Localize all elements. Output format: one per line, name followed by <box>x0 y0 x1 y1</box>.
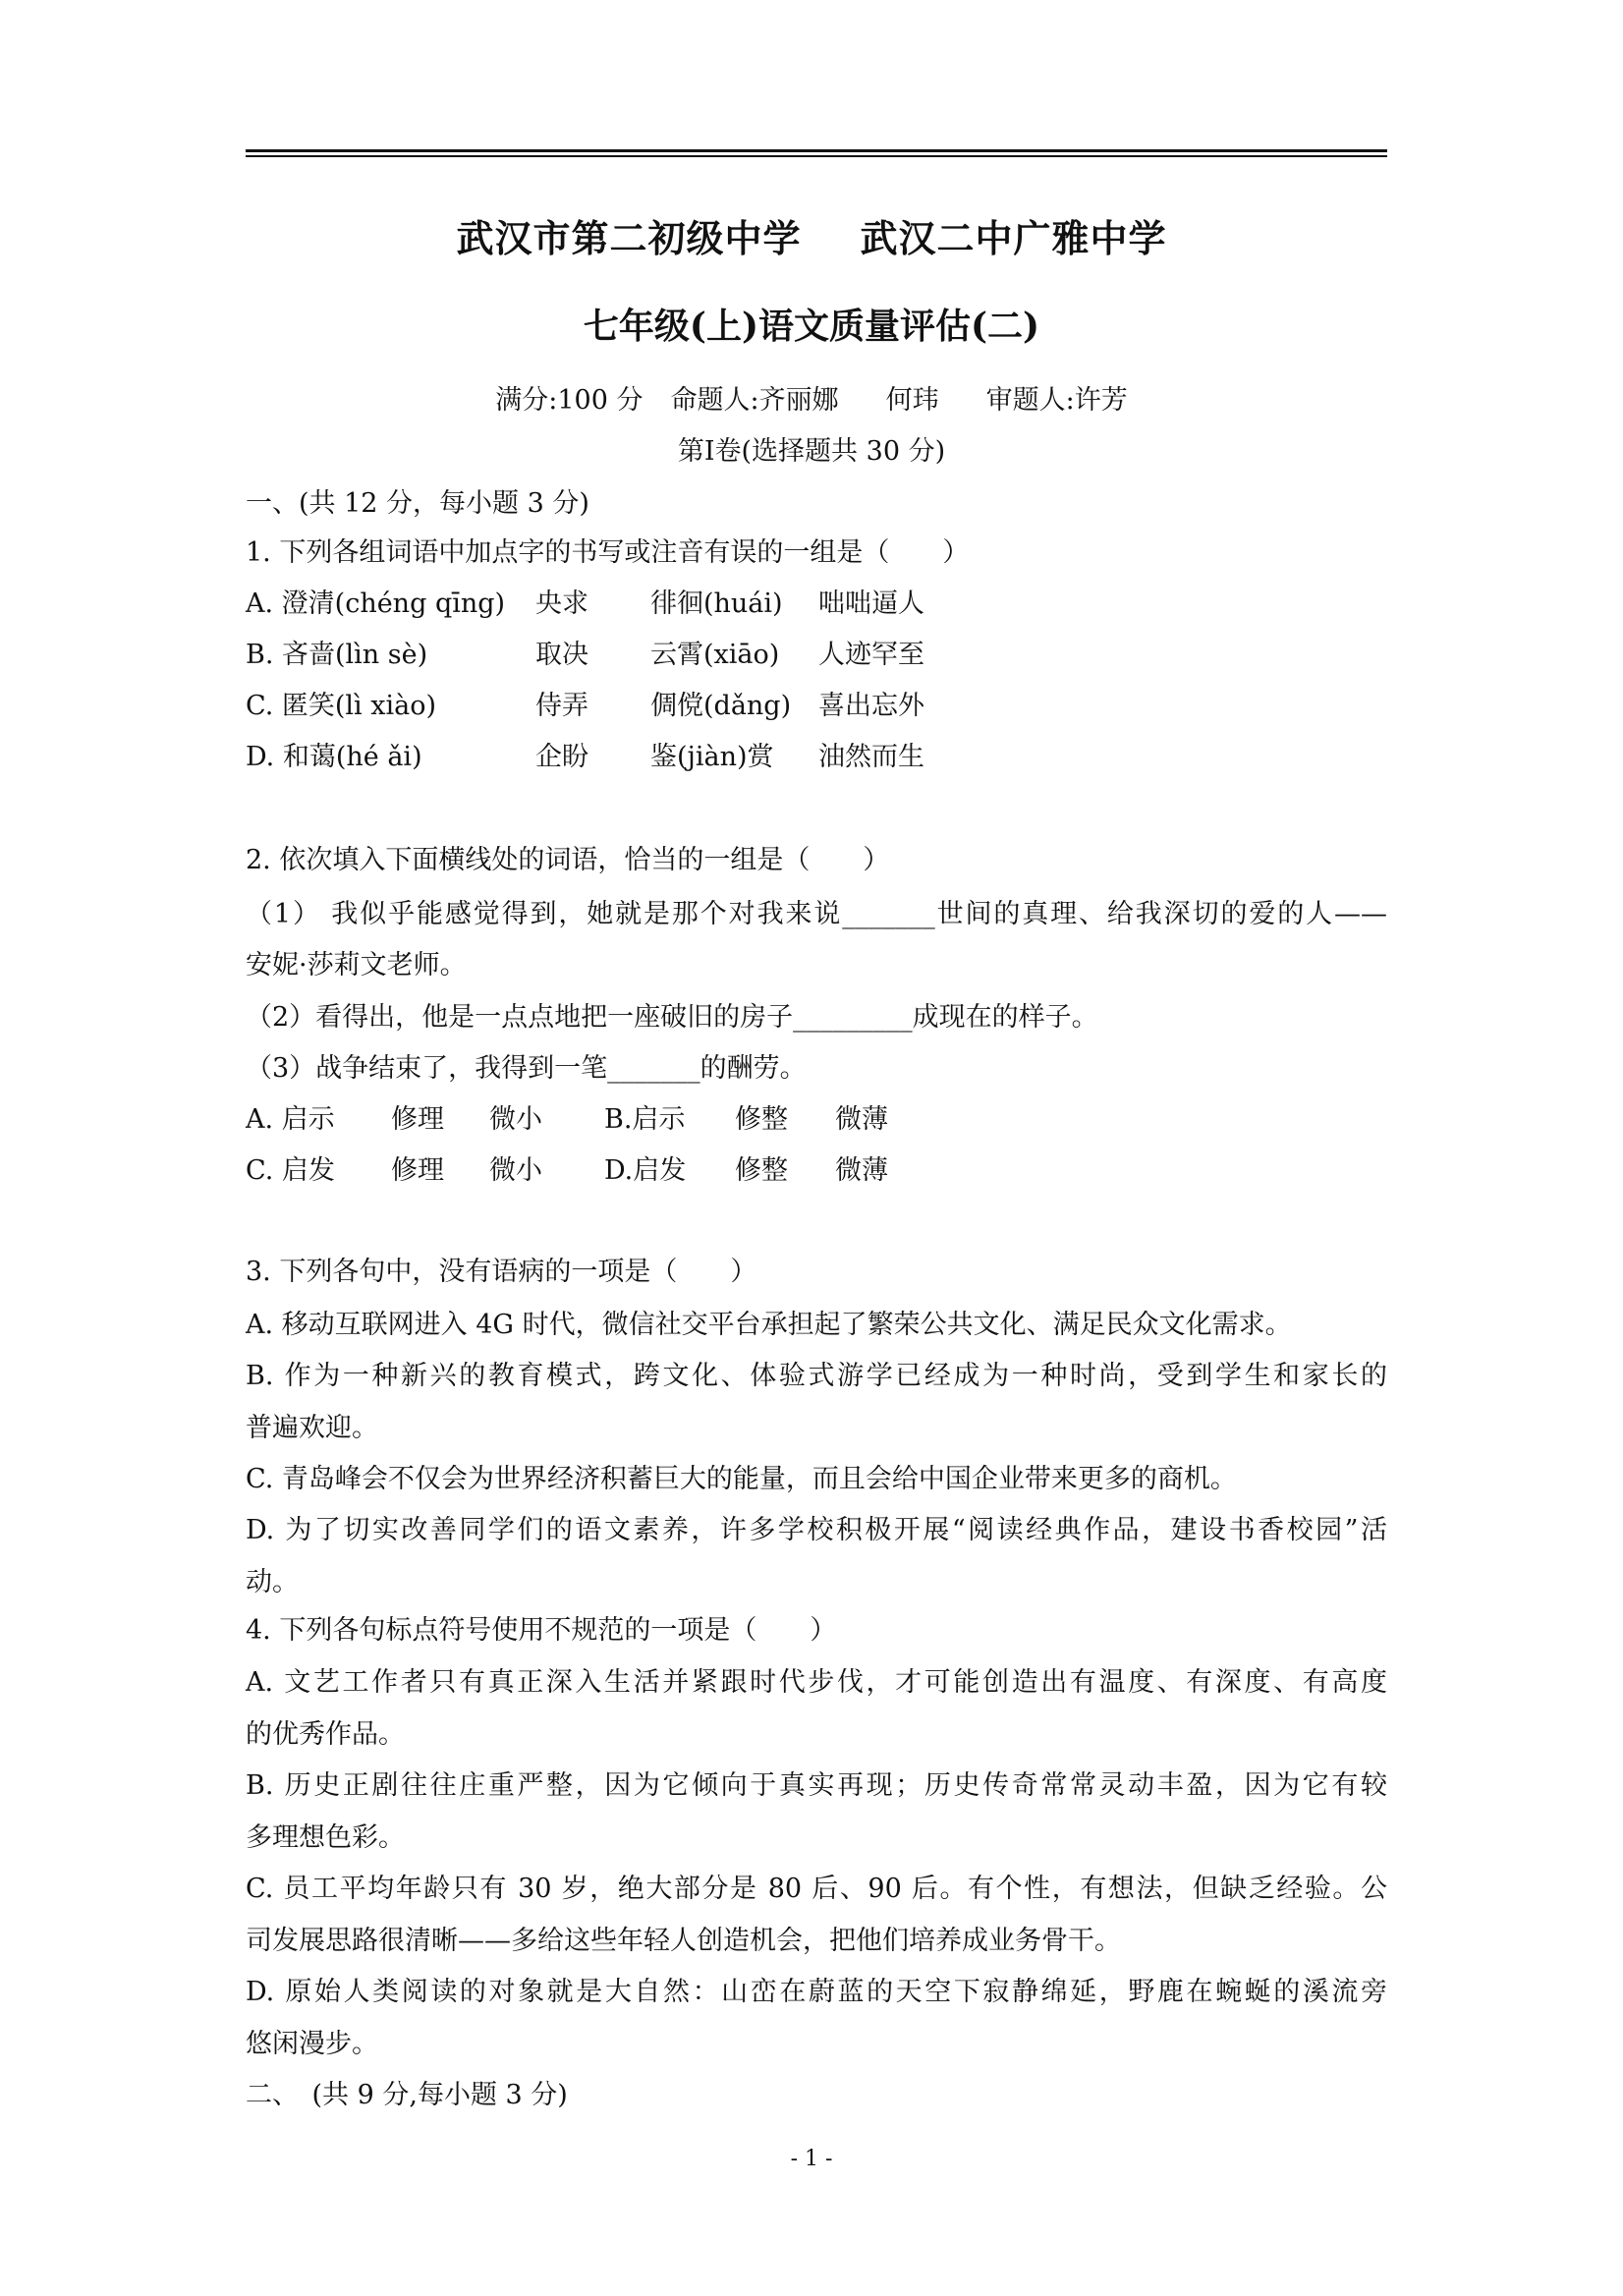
q4-stem: 4. 下列各句标点符号使用不规范的一项是（ ） <box>246 1615 837 1646</box>
q3-option-a: A. 移动互联网进入 4G 时代，微信社交平台承担起了繁荣公共文化、满足民众文化需求。 <box>246 1310 1292 1340</box>
q1-option-cell: C. 匿笑(lì xiào) <box>246 691 436 721</box>
q2-sentence-1: （1） 我似乎能感觉得到，她就是那个对我来说_______世间的真理、给我深切的爱的人—— <box>246 899 1387 929</box>
q2-sentence-3: （3）战争结束了，我得到一笔_______的酬劳。 <box>246 1053 807 1084</box>
q1-option-cell: D. 和蔼(hé ǎi) <box>246 742 422 772</box>
q1-option-cell: 咄咄逼人 <box>818 588 924 619</box>
q3-option-d-cont: 动。 <box>246 1567 299 1597</box>
q2-option-cell: 微小 <box>489 1155 542 1186</box>
section1-heading: 一、(共 12 分，每小题 3 分) <box>246 488 589 519</box>
q2-option-cell: 修整 <box>735 1155 788 1186</box>
q1-option-cell: 人迹罕至 <box>818 640 924 670</box>
exam-title: 七年级(上)语文质量评估(二) <box>583 306 1040 347</box>
q4-option-c: C. 员工平均年龄只有 30 岁，绝大部分是 80 后、90 后。有个性，有想法，但缺乏经验。公 <box>246 1874 1387 1904</box>
reviewer: 审题人:许芳 <box>985 385 1128 416</box>
q4-option-c-cont: 司发展思路很清晰——多给这些年轻人创造机会，把他们培养成业务骨干。 <box>246 1926 1121 1956</box>
q4-option-b-cont: 多理想色彩。 <box>246 1822 405 1853</box>
q1-option-cell: 油然而生 <box>818 742 924 772</box>
full-score: 满分:100 分 <box>495 385 644 416</box>
q1-option-cell: 侍弄 <box>535 691 588 721</box>
q3-option-d: D. 为了切实改善同学们的语文素养，许多学校积极开展“阅读经典作品，建设书香校园”活 <box>246 1515 1387 1545</box>
q4-option-a: A. 文艺工作者只有真正深入生活并紧跟时代步伐，才可能创造出有温度、有深度、有高度 <box>246 1667 1387 1698</box>
q2-option-cell: 微小 <box>489 1104 542 1135</box>
exam-meta <box>0 378 1623 417</box>
q1-option-cell: 企盼 <box>535 742 588 772</box>
page-number: - 1 - <box>790 2147 833 2171</box>
q3-option-b-cont: 普遍欢迎。 <box>246 1413 378 1443</box>
q2-option-cell: 微薄 <box>835 1104 888 1135</box>
q3-stem: 3. 下列各句中，没有语病的一项是（ ） <box>246 1257 757 1287</box>
header-rule-thin <box>246 155 1387 157</box>
q1-option-cell: 徘徊(huái) <box>650 588 783 619</box>
q4-option-d: D. 原始人类阅读的对象就是大自然：山峦在蔚蓝的天空下寂静绵延，野鹿在蜿蜒的溪流旁 <box>246 1977 1387 2007</box>
q2-stem: 2. 依次填入下面横线处的词语，恰当的一组是（ ） <box>246 845 890 875</box>
q2-sentence-1-cont: 安妮·莎莉文老师。 <box>246 950 467 980</box>
q4-option-d-cont: 悠闲漫步。 <box>246 2029 378 2059</box>
q1-option-cell: 云霄(xiāo) <box>650 640 780 670</box>
q4-option-b: B. 历史正剧往往庄重严整，因为它倾向于真实再现；历史传奇常常灵动丰盈，因为它有较 <box>246 1770 1387 1801</box>
q2-option-cell: 微薄 <box>835 1155 888 1186</box>
q3-option-b: B. 作为一种新兴的教育模式，跨文化、体验式游学已经成为一种时尚，受到学生和家长的 <box>246 1361 1387 1391</box>
q1-option-cell: A. 澄清(chéng qīng) <box>246 588 506 619</box>
q2-option-cell: 修理 <box>391 1104 444 1135</box>
q2-option-cell: 修理 <box>391 1155 444 1186</box>
q1-option-cell: 倜傥(dǎng) <box>650 691 792 721</box>
author: 命题人:齐丽娜 <box>670 385 839 416</box>
q3-option-c: C. 青岛峰会不仅会为世界经济积蓄巨大的能量，而且会给中国企业带来更多的商机。 <box>246 1464 1237 1494</box>
q4-option-a-cont: 的优秀作品。 <box>246 1719 405 1750</box>
q1-option-cell: 取决 <box>535 640 588 670</box>
school-name-a: 武汉市第二初级中学 <box>456 216 802 260</box>
q1-stem: 1. 下列各组词语中加点字的书写或注音有误的一组是（ ） <box>246 537 970 568</box>
school-title <box>0 208 1623 262</box>
school-name-b: 武汉二中广雅中学 <box>860 216 1167 260</box>
q2-option-cell: B.启示 <box>604 1104 686 1135</box>
q1-option-cell: 央求 <box>535 588 588 619</box>
section2-heading: 二、 (共 9 分,每小题 3 分) <box>246 2080 568 2110</box>
q1-option-cell: 喜出忘外 <box>818 691 924 721</box>
q2-option-cell: D.启发 <box>604 1155 687 1186</box>
q2-option-cell: A. 启示 <box>246 1104 335 1135</box>
header-rule-thick <box>246 149 1387 152</box>
q1-option-cell: 鉴(jiàn)赏 <box>650 742 774 772</box>
q2-option-cell: C. 启发 <box>246 1155 335 1186</box>
q2-option-cell: 修整 <box>735 1104 788 1135</box>
q1-option-cell: B. 吝啬(lìn sè) <box>246 640 428 670</box>
author-2: 何玮 <box>885 385 939 416</box>
q2-sentence-2: （2）看得出，他是一点点地把一座破旧的房子_________成现在的样子。 <box>246 1002 1098 1033</box>
part-title: 第Ⅰ卷(选择题共 30 分) <box>677 436 946 467</box>
